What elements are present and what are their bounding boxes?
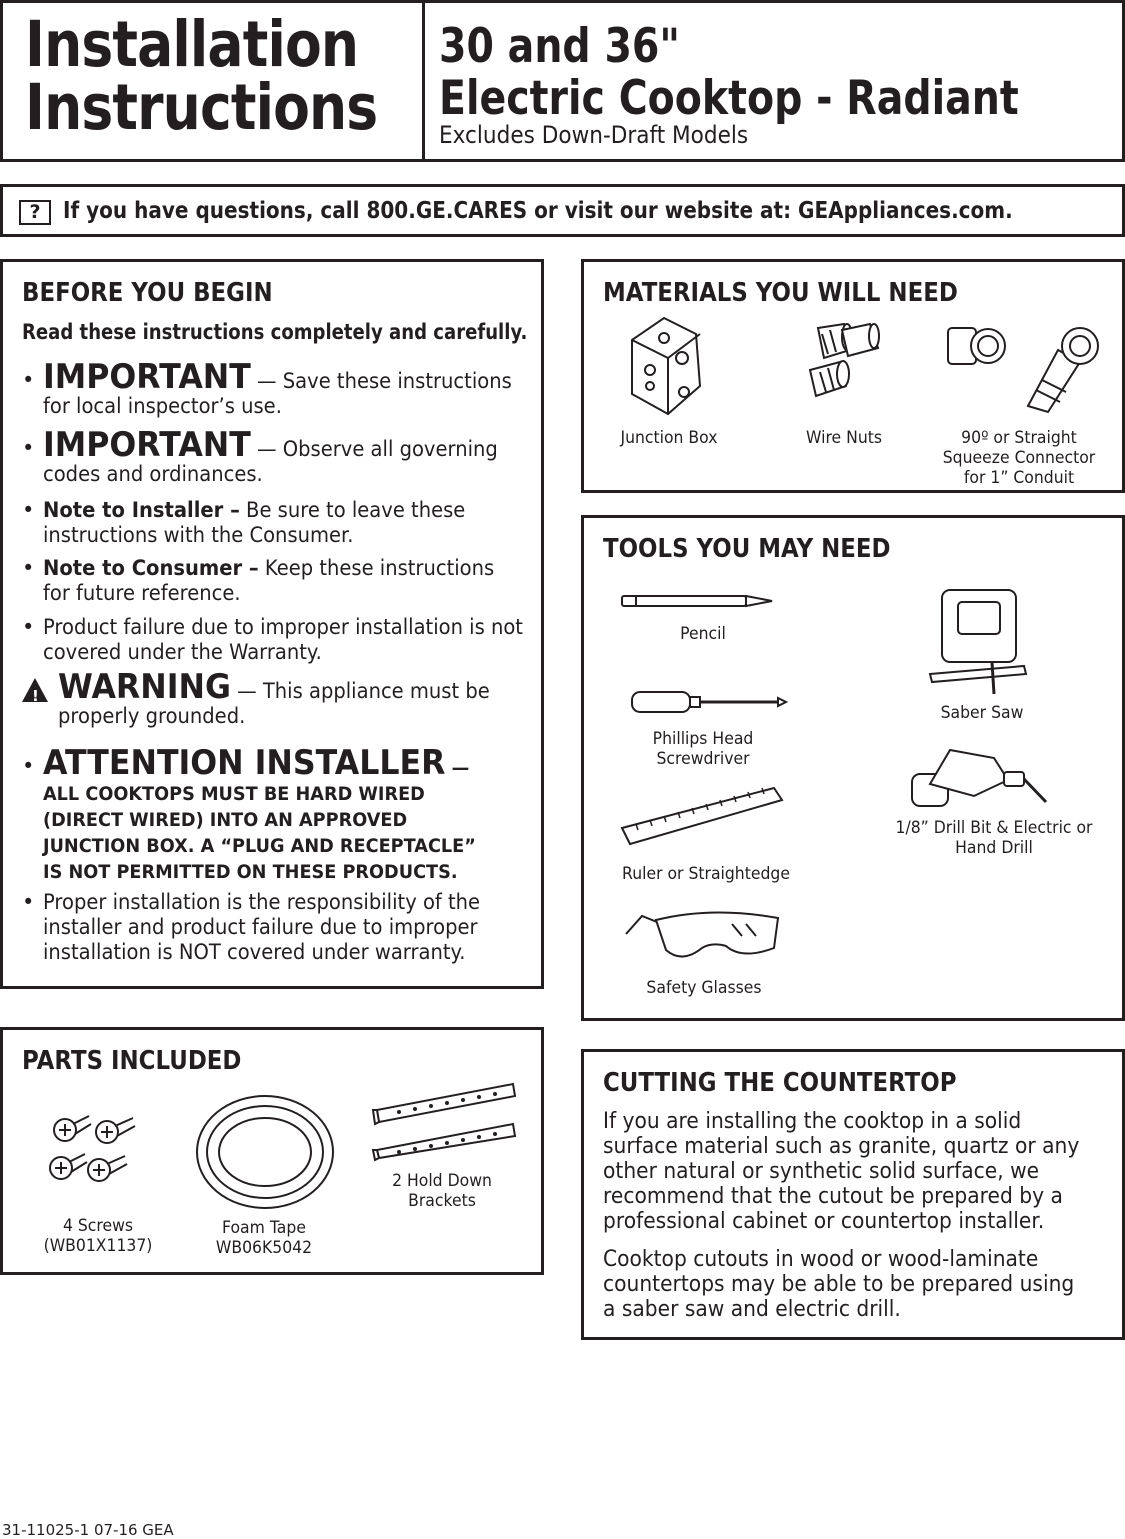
list-item (22, 498, 532, 548)
brackets-label-line: Brackets (408, 1191, 476, 1211)
important-text: — Save these instructions for local inspector’s use. (43, 369, 512, 418)
important-label: IMPORTANT (43, 357, 251, 397)
ruler-icon (618, 784, 786, 850)
failure-text: Product failure due to improper installation is not covered under the Warranty. (43, 615, 523, 664)
list-item (22, 357, 532, 419)
list-item (22, 743, 532, 885)
connector-label-line: 90º or Straight (961, 428, 1077, 448)
warning-icon: ! (22, 678, 48, 702)
bullet: • (22, 368, 35, 392)
bullet: • (22, 890, 35, 914)
product-title (439, 21, 1019, 125)
section-title: CUTTING THE COUNTERTOP (603, 1068, 957, 1098)
foam-tape-label-line: Foam Tape (222, 1218, 306, 1238)
attention-text: — ALL COOKTOPS MUST BE HARD WIRED (DIRECT WIRED) INTO AN APPROVED JUNCTION BOX. A “PLUG AND RECEPTACLE” IS NOT PERMITTED ON THESE PRODUCTS. (43, 757, 476, 883)
drill-label-line: Hand Drill (955, 838, 1033, 858)
before-you-begin-section (0, 259, 544, 989)
question-text: If you have questions, call 800.GE.CARES or visit our website at: GEAppliances.com. (63, 198, 1013, 224)
materials-section (581, 259, 1125, 493)
screwdriver-label (643, 729, 763, 769)
foam-tape-label-line: WB06K5042 (215, 1238, 313, 1258)
safety-glasses-icon (622, 906, 782, 968)
title-line-1: Installation (25, 8, 359, 81)
screwdriver-icon (628, 686, 788, 720)
section-title: TOOLS YOU MAY NEED (603, 534, 891, 564)
foam-tape-icon (193, 1092, 337, 1212)
note-label: Note to Installer – (43, 498, 240, 522)
drill-icon (904, 740, 1054, 814)
screwdriver-label-line: Phillips Head (652, 729, 754, 749)
product-title-line-1: 30 and 36" (439, 19, 680, 74)
list-item (22, 615, 532, 665)
screws-label (38, 1216, 158, 1256)
question-bar (0, 184, 1125, 237)
drill-label-line: 1/8” Drill Bit & Electric or (895, 818, 1093, 838)
responsibility-text: Proper installation is the responsibility of the installer and product failure due to improper installation is NOT covered under warranty. (43, 890, 481, 964)
wire-nuts-label: Wire Nuts (805, 428, 883, 448)
list-item (22, 556, 532, 606)
saber-saw-icon (922, 584, 1032, 694)
warning-label: WARNING (58, 667, 231, 707)
pencil-label: Pencil (680, 624, 726, 644)
bullet: • (22, 436, 35, 460)
tools-section (581, 515, 1125, 1021)
connector-label (941, 428, 1097, 488)
section-title: BEFORE YOU BEGIN (22, 278, 273, 308)
ruler-label: Ruler or Straightedge (622, 864, 790, 884)
safety-glasses-label: Safety Glasses (646, 978, 762, 998)
hold-down-brackets-icon (369, 1080, 519, 1162)
bullet: • (22, 615, 35, 639)
brackets-label (382, 1171, 502, 1211)
foam-tape-label (204, 1218, 324, 1258)
important-text: — Observe all governing codes and ordinances. (43, 437, 498, 486)
document-code: 31-11025-1 07-16 GEA (2, 1521, 174, 1539)
cutting-paragraph-2: Cooktop cutouts in wood or wood-laminate countertops may be able to be prepared using a saber saw and electric drill. (603, 1247, 1075, 1322)
note-text: Be sure to leave these instructions with the Consumer. (43, 498, 466, 547)
question-icon: ? (19, 200, 51, 225)
bullet: • (22, 556, 35, 580)
drill-label (893, 818, 1095, 858)
squeeze-connector-icon (940, 316, 1105, 416)
note-label: Note to Consumer – (43, 556, 259, 580)
section-title: MATERIALS YOU WILL NEED (603, 278, 958, 308)
screws-icon (47, 1110, 143, 1190)
attention-label: ATTENTION INSTALLER (43, 743, 446, 783)
wire-nuts-icon (798, 320, 888, 410)
screws-label-line: (WB01X1137) (43, 1236, 153, 1256)
junction-box-label: Junction Box (620, 428, 718, 448)
title-block (0, 0, 425, 162)
note-text: Keep these instructions for future reference. (43, 556, 495, 605)
parts-included-section (0, 1027, 544, 1275)
bullet: • (22, 498, 35, 522)
warning-item (22, 667, 532, 729)
junction-box-icon (624, 312, 704, 422)
bullet: • (22, 754, 35, 778)
product-title-line-2: Electric Cooktop - Radiant (439, 71, 1019, 126)
saber-saw-label: Saber Saw (940, 703, 1024, 723)
cutting-paragraph-1: If you are installing the cooktop in a solid surface material such as granite, quartz or any other natural or synthetic solid surface, we recommend that the cutout be prepared by a professional cabinet or countertop installer. (603, 1109, 1080, 1234)
important-label: IMPORTANT (43, 425, 251, 465)
product-block (422, 0, 1125, 162)
connector-label-line: Squeeze Connector (942, 448, 1096, 468)
connector-label-line: for 1” Conduit (963, 468, 1075, 488)
screws-label-line: 4 Screws (62, 1216, 134, 1236)
page-title (25, 8, 378, 144)
list-item (22, 425, 532, 487)
section-title: PARTS INCLUDED (22, 1046, 242, 1076)
title-line-2: Instructions (25, 71, 378, 144)
warning-text: — This appliance must be properly grounded. (58, 679, 490, 728)
cutting-countertop-section (581, 1049, 1125, 1340)
brackets-label-line: 2 Hold Down (392, 1171, 492, 1191)
list-item (22, 890, 532, 965)
screwdriver-label-line: Screwdriver (656, 749, 750, 769)
pencil-icon (618, 592, 778, 612)
product-subtitle: Excludes Down-Draft Models (439, 121, 749, 149)
intro-text: Read these instructions completely and carefully. (22, 320, 528, 344)
